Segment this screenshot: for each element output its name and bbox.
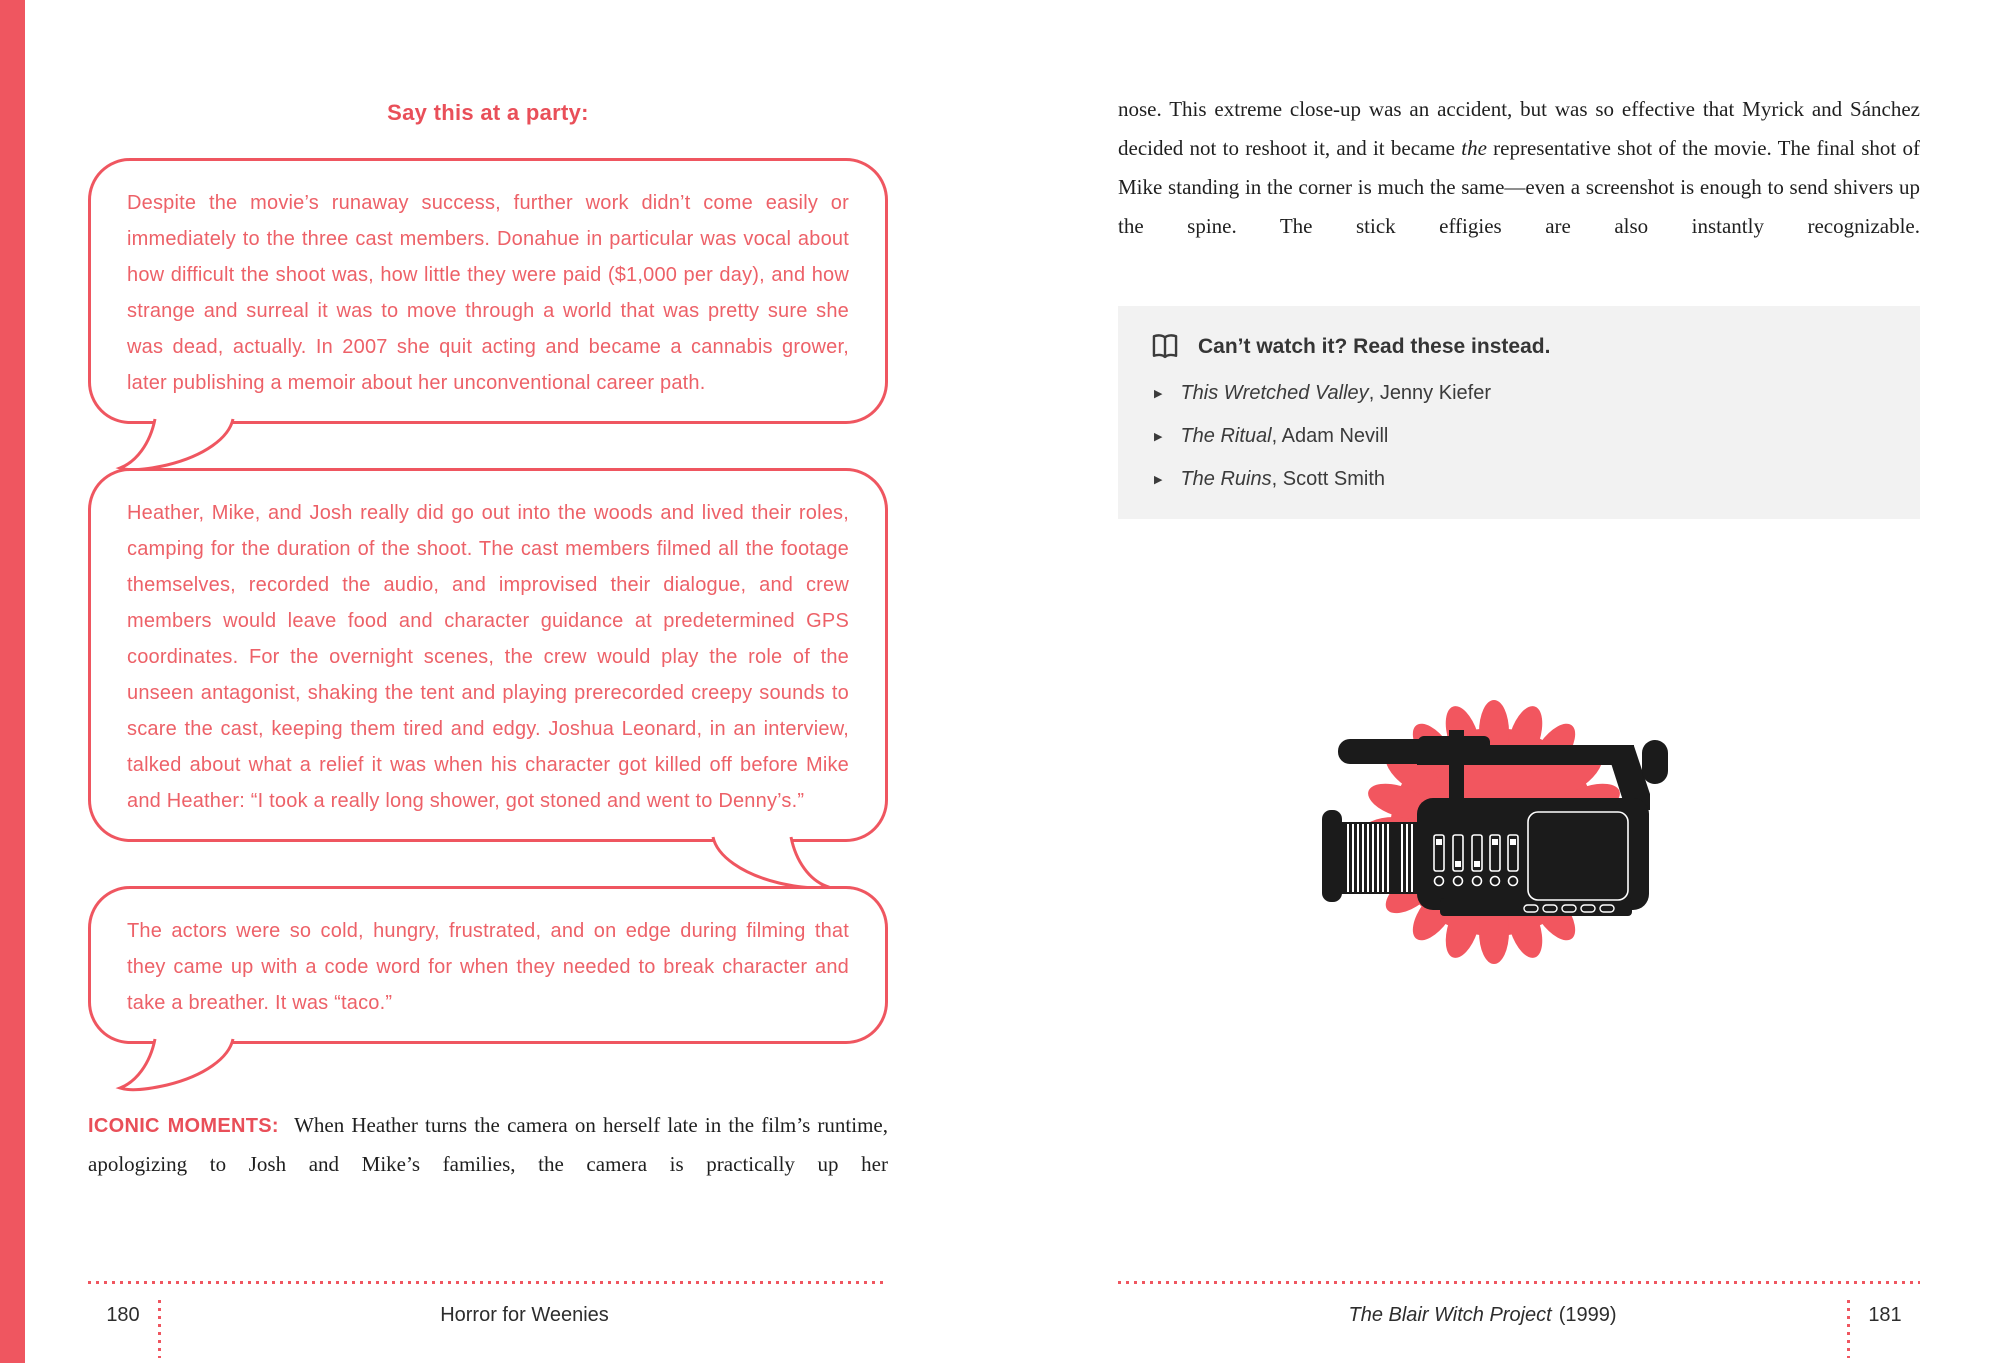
title-author-separator: , bbox=[1271, 468, 1283, 490]
footer-dotted-rule bbox=[88, 1281, 888, 1284]
spine-bar bbox=[0, 0, 25, 1363]
book-item-2 bbox=[1148, 425, 1890, 448]
speech-bubble-1 bbox=[88, 158, 888, 424]
camcorder bbox=[1322, 730, 1668, 916]
body-paragraph-start: nose. This extreme close-up was an accident, but was so effective that Myrick and Sánchez decided not to reshoot it, and it became bbox=[1118, 97, 1920, 160]
book-item-3 bbox=[1148, 468, 1890, 491]
chapter-title bbox=[1118, 1304, 1847, 1327]
book-item-2-author: Adam Nevill bbox=[1281, 425, 1389, 447]
body-paragraph bbox=[1118, 90, 1920, 246]
book-item-1 bbox=[1148, 382, 1890, 405]
body-paragraph-end: representative shot of the movie. The final shot of Mike standing in the corner is much the same—even a screenshot is enough to send shivers up the spine. The stick effigies are also instantly recognizable. bbox=[1118, 136, 1920, 238]
body-paragraph-italic: the bbox=[1461, 136, 1487, 160]
book-title: Horror for Weenies bbox=[440, 1303, 609, 1326]
camcorder-illustration bbox=[1322, 698, 1672, 964]
speech-tail-left-icon bbox=[105, 1038, 255, 1094]
viewscreen bbox=[1528, 812, 1628, 900]
speech-bubble-3-text: The actors were so cold, hungry, frustrated, and on edge during filming that they came up with a code word for when they needed to break character and take a breather. It was “taco.” bbox=[127, 920, 849, 1014]
right-footer bbox=[1118, 1281, 1920, 1338]
handle-post bbox=[1449, 730, 1464, 802]
triangle-bullet-icon: ▶ bbox=[1154, 430, 1163, 443]
iconic-moments-paragraph bbox=[88, 1106, 888, 1183]
right-page-number: 181 bbox=[1868, 1303, 1902, 1326]
chapter-title-italic: The Blair Witch Project bbox=[1348, 1303, 1552, 1326]
iconic-moments-text: When Heather turns the camera on herself late in the film’s runtime, apologizing to Josh and Mike’s families, the camera is practically up her bbox=[88, 1113, 888, 1176]
lens-front bbox=[1322, 810, 1342, 902]
speech-bubble-3 bbox=[88, 886, 888, 1044]
left-footer bbox=[88, 1281, 888, 1338]
iconic-moments-label: ICONIC MOMENTS: bbox=[88, 1115, 279, 1137]
open-book-icon bbox=[1148, 332, 1182, 362]
speech-bubble-2-text: Heather, Mike, and Josh really did go out into the woods and lived their roles, camping for the duration of the shoot. The cast members filmed all the footage themselves, recorded the audio, and improvised their dialogue, and crew members would leave food and character guidance at predetermined GPS coordinates. For the overnight scenes, the crew would play the role of the unseen antagonist, shaking the tent and playing prerecorded creepy sounds to scare the cast, keeping them tired and edgy. Joshua Leonard, in an interview, talked about what a relief it was when his character got killed off before Mike and Heather: “I took a really long shower, got stoned and went to Denny’s.” bbox=[127, 502, 849, 812]
base-tabs bbox=[1524, 905, 1614, 912]
read-these-instead-box bbox=[1118, 306, 1920, 519]
speech-tail-right-icon bbox=[691, 836, 841, 892]
book-item-1-title: This Wretched Valley bbox=[1180, 382, 1369, 404]
book-item-3-title: The Ruins bbox=[1180, 468, 1272, 490]
triangle-bullet-icon: ▶ bbox=[1154, 473, 1163, 486]
title-author-separator: , bbox=[1271, 425, 1282, 447]
book-item-2-title: The Ritual bbox=[1180, 425, 1272, 447]
left-page bbox=[88, 0, 888, 1204]
speech-bubble-1-text: Despite the movie’s runaway success, further work didn’t come easily or immediately to the three cast members. Donahue in particular was vocal about how difficult the shoot was, how little they were paid ($1,000 per day), and how strange and surreal it was to move through a world that was pretty sure she was dead, actually. In 2007 she quit acting and became a cannabis grower, later publishing a memoir about her unconventional career path. bbox=[127, 192, 849, 394]
left-page-number: 180 bbox=[106, 1303, 140, 1326]
book-item-3-author: Scott Smith bbox=[1282, 468, 1386, 490]
footer-dotted-rule bbox=[1118, 1281, 1920, 1284]
read-box-heading: Can’t watch it? Read these instead. bbox=[1198, 335, 1551, 358]
chapter-year: (1999) bbox=[1558, 1303, 1617, 1326]
book-item-1-author: Jenny Kiefer bbox=[1379, 382, 1491, 404]
party-heading: Say this at a party: bbox=[387, 100, 589, 125]
speech-tail-left-icon bbox=[105, 418, 255, 474]
triangle-bullet-icon: ▶ bbox=[1154, 387, 1163, 400]
title-author-separator: , bbox=[1368, 382, 1380, 404]
speech-bubble-2 bbox=[88, 468, 888, 842]
handle-knob bbox=[1642, 740, 1668, 784]
right-page bbox=[1118, 0, 1920, 519]
